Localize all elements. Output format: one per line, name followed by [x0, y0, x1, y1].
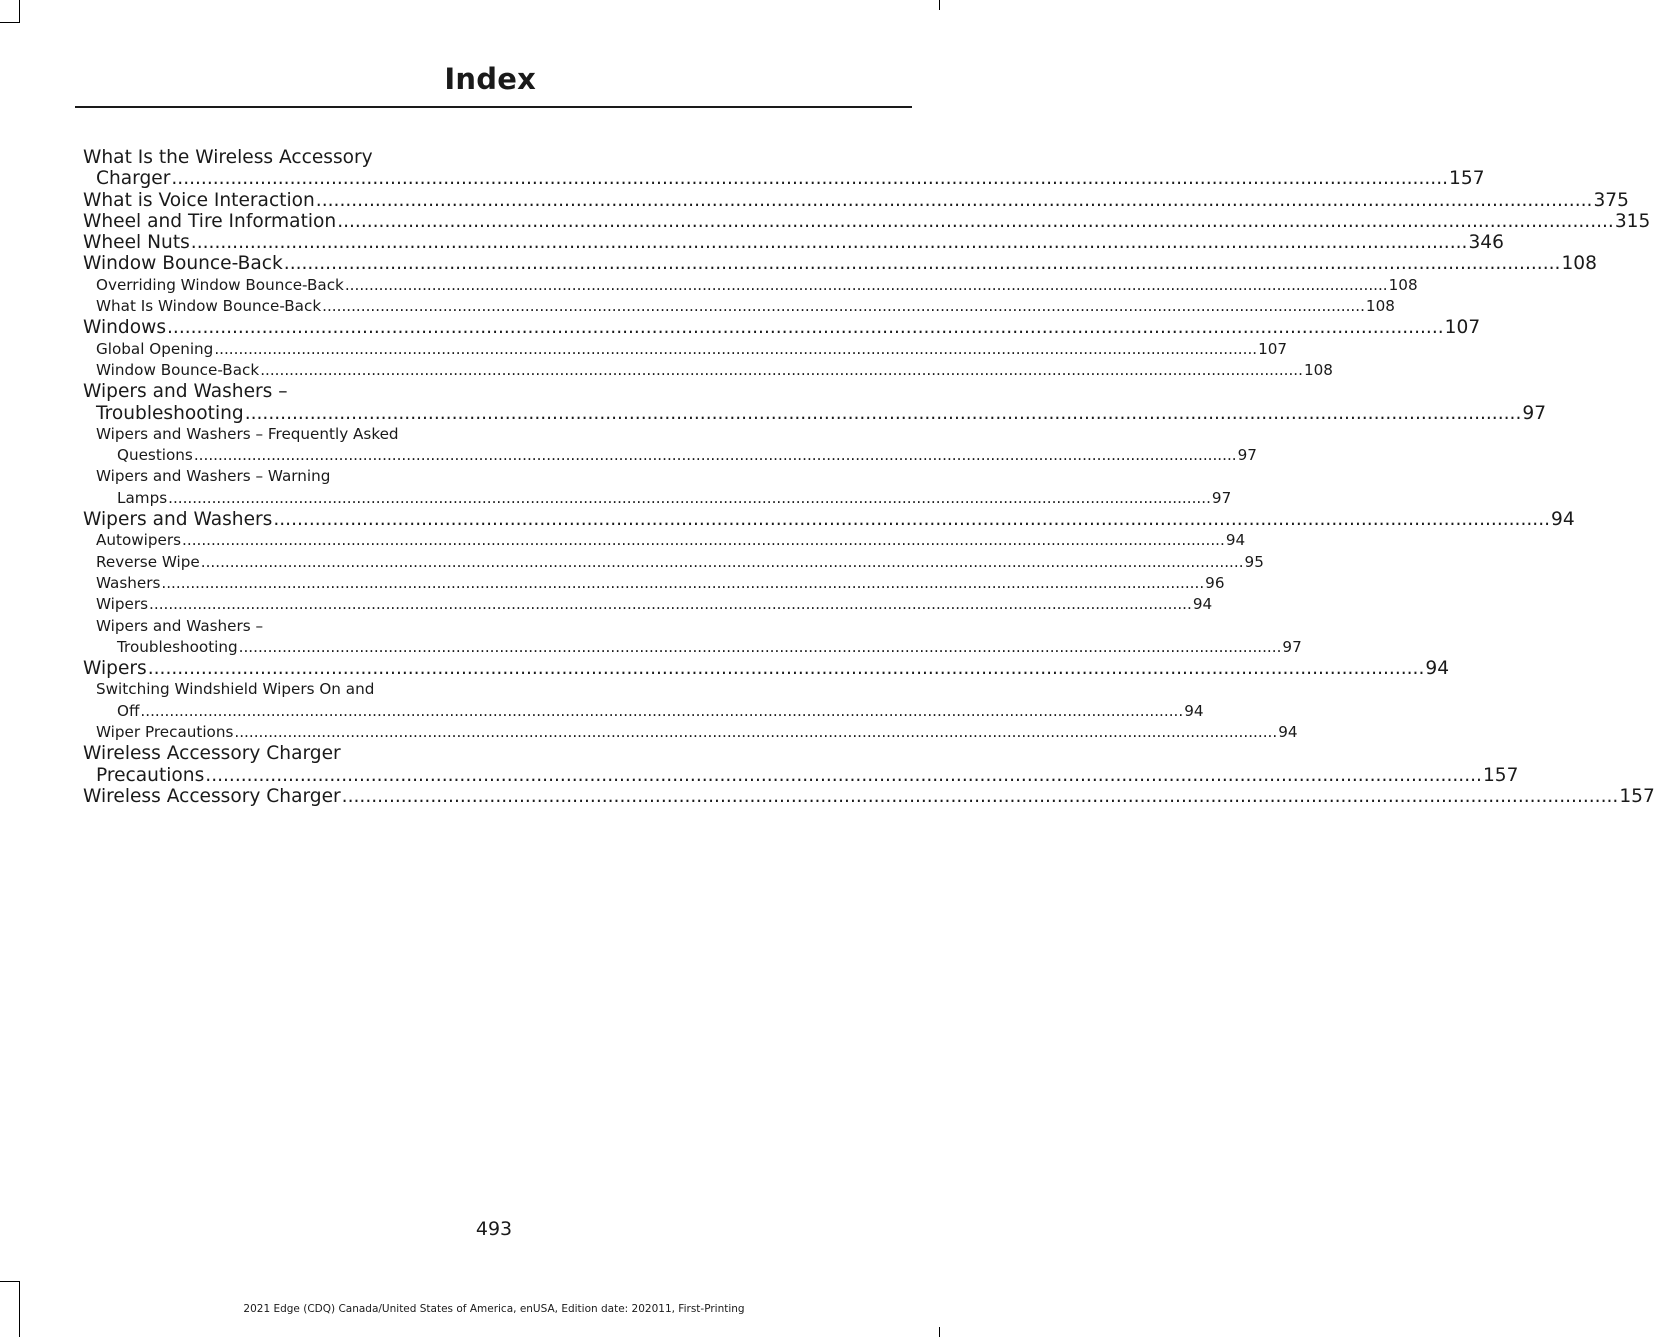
entry-row — [83, 210, 1651, 232]
crop-mark — [0, 1281, 20, 1282]
footer-edition-info: 2021 Edge (CDQ) Canada/United States of America, enUSA, Edition date: 202011, First-Printing — [243, 1303, 745, 1315]
dot-leader — [273, 509, 1550, 530]
dot-leader — [345, 275, 1388, 296]
index-entry[interactable] — [83, 381, 1547, 424]
index-entry[interactable] — [83, 743, 1519, 786]
dot-leader — [171, 168, 1448, 189]
index-subentry[interactable] — [83, 424, 1257, 467]
entry-row — [83, 253, 1597, 275]
index-entry[interactable] — [83, 785, 1655, 807]
entry-label-line: Wipers and Washers – — [83, 381, 288, 403]
entry-label-line: Switching Windshield Wipers On and — [96, 680, 375, 699]
entry-row — [96, 722, 1298, 743]
entry-label: Precautions — [96, 764, 205, 786]
entry-page-number: 95 — [1244, 552, 1264, 571]
entry-row — [96, 275, 1418, 296]
entry-label-line: What Is the Wireless Accessory — [83, 147, 373, 168]
dot-leader — [167, 317, 1444, 338]
entry-page-number: 315 — [1614, 210, 1651, 232]
index-subentry[interactable] — [83, 594, 1213, 615]
entry-label: Global Opening — [96, 339, 214, 358]
entry-label-line: Wipers and Washers – Warning — [96, 467, 331, 486]
entry-page-number: 107 — [1258, 339, 1288, 358]
dot-leader — [214, 339, 1257, 360]
index-entry[interactable] — [83, 253, 1597, 275]
dot-leader — [316, 190, 1593, 211]
dot-leader — [148, 658, 1425, 679]
entry-page-number: 97 — [1211, 488, 1232, 507]
index-subentry[interactable] — [83, 552, 1264, 573]
entry-row — [83, 402, 1547, 424]
entry-page-number: 96 — [1205, 573, 1225, 592]
dot-leader — [140, 702, 1183, 720]
entry-label: Wipers — [83, 658, 147, 680]
entry-label: Windows — [83, 317, 166, 339]
entry-label: Overriding Window Bounce-Back — [96, 275, 344, 294]
entry-page-number: 97 — [1522, 402, 1547, 424]
entry-label-line: Wipers and Washers – Frequently Asked — [96, 424, 399, 443]
index-entry[interactable] — [83, 232, 1504, 254]
entry-label-line: Wipers and Washers – — [96, 616, 264, 635]
dot-leader — [337, 211, 1614, 232]
entry-row — [96, 594, 1213, 615]
entry-label: Troubleshooting — [96, 402, 244, 424]
entry-row — [96, 445, 1257, 466]
entry-label: What is Voice Interaction — [83, 189, 315, 211]
entry-page-number: 346 — [1468, 232, 1504, 254]
page-title: Index — [444, 62, 536, 96]
crop-mark — [19, 0, 20, 22]
index-subentry[interactable] — [83, 360, 1333, 381]
entry-label: Window Bounce-Back — [83, 253, 283, 275]
dot-leader — [322, 296, 1365, 317]
dot-leader — [161, 573, 1204, 594]
dot-leader — [260, 360, 1303, 381]
entry-row — [83, 658, 1450, 680]
entry-label: Wiper Precautions — [96, 723, 234, 742]
entry-label: Charger — [96, 168, 171, 190]
index-entry[interactable] — [83, 509, 1575, 531]
entry-label: Lamps — [117, 488, 168, 507]
entry-page-number: 94 — [1225, 531, 1246, 550]
entry-row — [83, 168, 1485, 190]
entry-page-number: 94 — [1425, 658, 1450, 680]
header-divider — [75, 106, 912, 108]
crop-mark — [939, 0, 940, 10]
index-entry[interactable] — [83, 189, 1629, 211]
index-subentry[interactable] — [83, 530, 1246, 551]
crop-mark — [939, 1327, 940, 1337]
entry-row — [96, 637, 1302, 658]
dot-leader — [239, 638, 1282, 656]
dot-leader — [284, 253, 1561, 274]
entry-row — [96, 701, 1204, 722]
entry-label: Reverse Wipe — [96, 552, 200, 571]
index-subentry[interactable] — [83, 466, 1232, 509]
index-list — [83, 147, 1655, 807]
entry-row — [83, 785, 1655, 807]
entry-label: Off — [117, 701, 140, 720]
entry-page-number: 157 — [1482, 764, 1519, 786]
index-entry[interactable] — [83, 658, 1450, 680]
page-number: 493 — [475, 1218, 513, 1240]
entry-page-number: 107 — [1444, 317, 1481, 339]
index-subentry[interactable] — [83, 275, 1418, 296]
entry-row — [96, 488, 1232, 509]
entry-label: Window Bounce-Back — [96, 360, 260, 379]
entry-page-number: 94 — [1551, 509, 1575, 531]
entry-label: What Is Window Bounce-Back — [96, 297, 322, 316]
dot-leader — [245, 403, 1522, 424]
index-entry[interactable] — [83, 147, 1485, 190]
dot-leader — [205, 765, 1482, 786]
entry-label: Questions — [117, 446, 193, 465]
entry-row — [96, 552, 1264, 573]
entry-row — [96, 573, 1225, 594]
dot-leader — [201, 552, 1244, 573]
entry-page-number: 94 — [1192, 595, 1213, 614]
entry-row — [96, 530, 1246, 551]
dot-leader — [149, 594, 1192, 615]
crop-mark — [0, 22, 20, 23]
entry-label: Wipers — [96, 595, 149, 614]
index-entry[interactable] — [83, 317, 1481, 339]
index-subentry[interactable] — [83, 339, 1288, 360]
entry-page-number: 97 — [1282, 637, 1302, 656]
entry-page-number: 108 — [1303, 360, 1333, 379]
entry-row — [96, 296, 1395, 317]
entry-row — [96, 360, 1333, 381]
entry-page-number: 94 — [1278, 723, 1298, 742]
dot-leader — [191, 232, 1468, 253]
entry-page-number: 108 — [1561, 253, 1597, 275]
entry-label: Autowipers — [96, 531, 182, 550]
entry-page-number: 157 — [1449, 168, 1485, 190]
index-subentry[interactable] — [83, 616, 1302, 659]
entry-row — [83, 317, 1481, 339]
entry-page-number: 157 — [1619, 785, 1655, 807]
entry-row — [83, 189, 1629, 211]
dot-leader — [234, 722, 1277, 743]
entry-row — [83, 232, 1504, 254]
entry-label: Troubleshooting — [117, 637, 238, 656]
entry-page-number: 108 — [1388, 275, 1418, 294]
entry-page-number: 94 — [1184, 701, 1204, 720]
dot-leader — [182, 530, 1225, 551]
entry-page-number: 97 — [1237, 446, 1257, 465]
entry-page-number: 375 — [1593, 189, 1629, 211]
entry-row — [96, 339, 1288, 360]
entry-label: Washers — [96, 573, 161, 592]
entry-label: Wheel and Tire Information — [83, 210, 337, 232]
index-subentry[interactable] — [83, 296, 1395, 317]
entry-label: Wireless Accessory Charger — [83, 785, 341, 807]
index-entry[interactable] — [83, 210, 1651, 232]
dot-leader — [168, 489, 1211, 507]
entry-row — [83, 509, 1575, 531]
entry-label-line: Wireless Accessory Charger — [83, 743, 341, 765]
index-subentry[interactable] — [83, 573, 1225, 594]
index-subentry[interactable] — [83, 679, 1204, 722]
entry-label: Wipers and Washers — [83, 509, 273, 531]
entry-row — [83, 764, 1519, 786]
entry-label: Wheel Nuts — [83, 232, 190, 254]
entry-page-number: 108 — [1365, 297, 1395, 316]
index-subentry[interactable] — [83, 722, 1298, 743]
dot-leader — [342, 786, 1619, 807]
dot-leader — [194, 446, 1237, 464]
